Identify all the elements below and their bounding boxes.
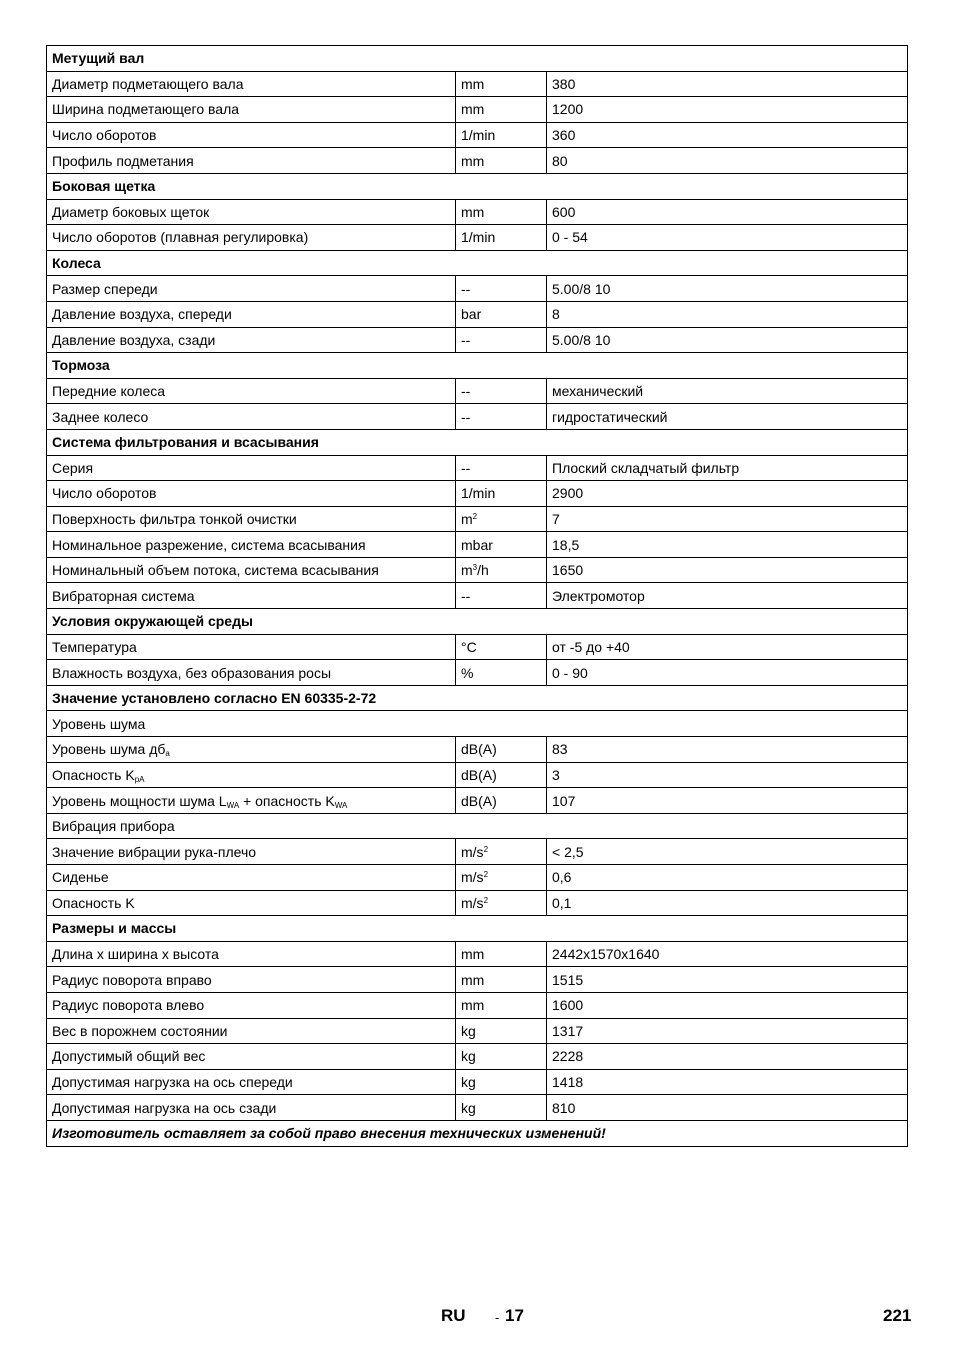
spec-label-cell — [47, 404, 456, 430]
spec-value-cell — [547, 788, 908, 814]
spec-value-cell — [547, 481, 908, 507]
spec-unit: -- — [461, 331, 471, 348]
spec-label: Длина x ширина x высота — [52, 946, 219, 963]
spec-label: Вес в порожнем состоянии — [52, 1022, 228, 1039]
spec-row — [47, 762, 908, 788]
spec-label-cell — [47, 788, 456, 814]
spec-unit-cell — [456, 941, 547, 967]
spec-unit-superscript: 2 — [472, 511, 478, 521]
spec-row — [47, 71, 908, 97]
spec-unit-cell — [456, 378, 547, 404]
spec-row — [47, 378, 908, 404]
spec-value: 0 - 54 — [552, 229, 588, 246]
spec-unit-cell — [456, 839, 547, 865]
spec-unit: % — [461, 664, 474, 681]
spec-value: 0,6 — [552, 869, 572, 886]
spec-value: 1515 — [552, 971, 584, 988]
spec-unit: mm — [461, 971, 485, 988]
subgroup-row — [47, 813, 908, 839]
footer-dash: - — [495, 1310, 500, 1325]
spec-label: Допустимый общий вес — [52, 1048, 206, 1065]
spec-value-cell — [547, 97, 908, 123]
spec-label: Число оборотов (плавная регулировка) — [52, 229, 309, 246]
spec-unit-cell — [456, 788, 547, 814]
spec-value-cell — [547, 839, 908, 865]
section-title: Условия окружающей среды — [47, 609, 908, 635]
spec-row — [47, 122, 908, 148]
spec-row — [47, 865, 908, 891]
section-header-row — [47, 353, 908, 379]
spec-value: 107 — [552, 792, 576, 809]
spec-unit-cell — [456, 199, 547, 225]
spec-value: механический — [552, 383, 644, 400]
spec-unit-superscript: 2 — [483, 870, 489, 880]
spec-unit-cell — [456, 557, 547, 583]
spec-label-cell — [47, 327, 456, 353]
spec-unit: dB(A) — [461, 766, 497, 783]
spec-label: Влажность воздуха, без образования росы — [52, 664, 332, 681]
section-title: Система фильтрования и всасывания — [47, 429, 908, 455]
spec-value-cell — [547, 1018, 908, 1044]
spec-value: Электромотор — [552, 587, 645, 604]
spec-unit-cell — [456, 737, 547, 763]
spec-label: Диаметр боковых щеток — [52, 203, 210, 220]
spec-label: Уровень шума дб — [52, 741, 166, 758]
spec-label-cell — [47, 71, 456, 97]
spec-unit: m — [461, 562, 473, 579]
disclaimer-text: Изготовитель оставляет за собой право внесения технических изменений! — [47, 1120, 908, 1146]
spec-label: Заднее колесо — [52, 408, 149, 425]
spec-row — [47, 1018, 908, 1044]
spec-label: Сиденье — [52, 869, 109, 886]
spec-label-subscript: WA — [334, 800, 348, 810]
spec-value: < 2,5 — [552, 843, 584, 860]
section-header-row — [47, 916, 908, 942]
spec-value: 810 — [552, 1099, 576, 1116]
spec-value-cell — [547, 122, 908, 148]
section-title: Тормоза — [47, 353, 908, 379]
section-title: Боковая щетка — [47, 173, 908, 199]
section-header-row — [47, 173, 908, 199]
spec-unit-cell — [456, 890, 547, 916]
spec-label: Ширина подметающего вала — [52, 101, 240, 118]
spec-label-subscript: WA — [226, 800, 240, 810]
spec-value: 1200 — [552, 101, 584, 118]
spec-unit: 1/min — [461, 229, 496, 246]
spec-value-cell — [547, 1069, 908, 1095]
spec-value-cell — [547, 967, 908, 993]
spec-table-body — [47, 46, 908, 1147]
spec-row — [47, 481, 908, 507]
spec-unit-cell — [456, 327, 547, 353]
spec-label: Давление воздуха, сзади — [52, 331, 216, 348]
spec-row — [47, 97, 908, 123]
spec-unit: mm — [461, 997, 485, 1014]
spec-label-cell — [47, 1095, 456, 1121]
spec-label-cell — [47, 634, 456, 660]
spec-value: от -5 до +40 — [552, 638, 630, 655]
spec-value-cell — [547, 276, 908, 302]
spec-unit: 1/min — [461, 485, 496, 502]
spec-value-cell — [547, 225, 908, 251]
spec-unit-cell — [456, 122, 547, 148]
spec-value: 360 — [552, 127, 576, 144]
spec-value-cell — [547, 71, 908, 97]
section-title: Колеса — [47, 250, 908, 276]
spec-table — [46, 45, 908, 1147]
footer-section-page: 17 — [505, 1306, 524, 1325]
spec-unit-cell — [456, 660, 547, 686]
spec-value-cell — [547, 583, 908, 609]
spec-row — [47, 148, 908, 174]
spec-row — [47, 532, 908, 558]
spec-value: 5.00/8 10 — [552, 331, 611, 348]
spec-value: 5.00/8 10 — [552, 280, 611, 297]
spec-unit-cell — [456, 583, 547, 609]
spec-row — [47, 1095, 908, 1121]
spec-row — [47, 992, 908, 1018]
spec-label-cell — [47, 301, 456, 327]
spec-label: Значение вибрации рука-плечо — [52, 843, 257, 860]
spec-unit-cell — [456, 506, 547, 532]
spec-unit-cell — [456, 225, 547, 251]
spec-unit: m/s — [461, 869, 484, 886]
spec-unit-cell — [456, 1018, 547, 1044]
subgroup-title: Уровень шума — [47, 711, 908, 737]
spec-unit: dB(A) — [461, 741, 497, 758]
spec-value: 7 — [552, 510, 560, 527]
spec-row — [47, 941, 908, 967]
spec-value-cell — [547, 378, 908, 404]
spec-unit-cell — [456, 97, 547, 123]
spec-label-cell — [47, 455, 456, 481]
spec-label-cell — [47, 890, 456, 916]
section-title: Размеры и массы — [47, 916, 908, 942]
spec-value: 380 — [552, 75, 576, 92]
spec-unit: m/s — [461, 843, 484, 860]
spec-unit-superscript: 2 — [483, 844, 489, 854]
footer-language: RU — [441, 1306, 466, 1325]
spec-unit: m/s — [461, 894, 484, 911]
spec-unit-suffix: /h — [477, 562, 489, 579]
spec-value-cell — [547, 1044, 908, 1070]
spec-label: Профиль подметания — [52, 152, 194, 169]
spec-row — [47, 276, 908, 302]
spec-unit: -- — [461, 459, 471, 476]
spec-label-cell — [47, 737, 456, 763]
spec-unit: kg — [461, 1074, 476, 1091]
spec-value-cell — [547, 762, 908, 788]
spec-unit-cell — [456, 301, 547, 327]
spec-label-cell — [47, 941, 456, 967]
spec-label-cell — [47, 762, 456, 788]
spec-label-cell — [47, 967, 456, 993]
spec-label: Поверхность фильтра тонкой очистки — [52, 510, 297, 527]
spec-row — [47, 660, 908, 686]
spec-row — [47, 301, 908, 327]
spec-label-cell — [47, 660, 456, 686]
spec-row — [47, 199, 908, 225]
spec-label-cell — [47, 992, 456, 1018]
spec-unit: kg — [461, 1099, 476, 1116]
spec-value-cell — [547, 199, 908, 225]
spec-value-cell — [547, 992, 908, 1018]
spec-label-subscript: pA — [134, 774, 145, 784]
spec-value: 2442x1570x1640 — [552, 946, 660, 963]
spec-value: 2900 — [552, 485, 584, 502]
subgroup-title: Вибрация прибора — [47, 813, 908, 839]
spec-label: Давление воздуха, спереди — [52, 306, 232, 323]
section-header-row — [47, 250, 908, 276]
spec-label-cell — [47, 1069, 456, 1095]
spec-unit-superscript: 3 — [472, 563, 478, 573]
spec-value: 0 - 90 — [552, 664, 588, 681]
spec-label: Размер спереди — [52, 280, 158, 297]
spec-value: 0,1 — [552, 894, 572, 911]
spec-unit-cell — [456, 455, 547, 481]
spec-unit: -- — [461, 408, 471, 425]
spec-row — [47, 557, 908, 583]
spec-unit: -- — [461, 280, 471, 297]
spec-row — [47, 506, 908, 532]
spec-value: Плоский складчатый фильтр — [552, 459, 740, 476]
spec-label: Диаметр подметающего вала — [52, 75, 244, 92]
spec-unit-cell — [456, 992, 547, 1018]
spec-row — [47, 583, 908, 609]
spec-unit: mm — [461, 152, 485, 169]
spec-value-cell — [547, 327, 908, 353]
spec-value: 1418 — [552, 1074, 584, 1091]
spec-row — [47, 737, 908, 763]
spec-label-cell — [47, 199, 456, 225]
spec-label: Серия — [52, 459, 94, 476]
spec-unit-cell — [456, 276, 547, 302]
spec-unit: °C — [461, 638, 477, 655]
spec-unit-cell — [456, 762, 547, 788]
spec-unit-cell — [456, 967, 547, 993]
spec-value: 18,5 — [552, 536, 580, 553]
section-header-row — [47, 46, 908, 72]
spec-unit: dB(A) — [461, 792, 497, 809]
spec-unit-cell — [456, 532, 547, 558]
spec-value: 1650 — [552, 562, 584, 579]
spec-label-cell — [47, 839, 456, 865]
spec-label-continuation: + опасность K — [239, 792, 335, 809]
spec-label-cell — [47, 532, 456, 558]
spec-label-cell — [47, 557, 456, 583]
spec-row — [47, 967, 908, 993]
spec-label-cell — [47, 481, 456, 507]
spec-value-cell — [547, 455, 908, 481]
spec-value-cell — [547, 737, 908, 763]
spec-unit: -- — [461, 383, 471, 400]
spec-label: Число оборотов — [52, 127, 157, 144]
spec-value: 600 — [552, 203, 576, 220]
spec-unit: mbar — [461, 536, 493, 553]
spec-unit-cell — [456, 1095, 547, 1121]
spec-row — [47, 404, 908, 430]
spec-label-cell — [47, 506, 456, 532]
spec-unit-cell — [456, 71, 547, 97]
spec-unit-cell — [456, 148, 547, 174]
spec-label: Передние колеса — [52, 383, 166, 400]
spec-label: Допустимая нагрузка на ось спереди — [52, 1074, 293, 1091]
spec-label: Номинальный объем потока, система всасывания — [52, 562, 379, 579]
spec-unit: mm — [461, 203, 485, 220]
spec-value-cell — [547, 557, 908, 583]
section-header-row — [47, 685, 908, 711]
spec-label: Температура — [52, 638, 137, 655]
spec-label: Номинальное разрежение, система всасывания — [52, 536, 366, 553]
spec-unit: bar — [461, 306, 482, 323]
spec-value: 3 — [552, 766, 560, 783]
spec-value-cell — [547, 148, 908, 174]
spec-value-cell — [547, 506, 908, 532]
spec-unit: kg — [461, 1048, 476, 1065]
spec-label-cell — [47, 1044, 456, 1070]
spec-label-cell — [47, 583, 456, 609]
spec-value-cell — [547, 301, 908, 327]
spec-label-cell — [47, 865, 456, 891]
spec-label-cell — [47, 97, 456, 123]
spec-label-subscript: a — [165, 749, 170, 759]
spec-value-cell — [547, 404, 908, 430]
spec-label: Число оборотов — [52, 485, 157, 502]
subgroup-row — [47, 711, 908, 737]
section-title: Значение установлено согласно EN 60335-2-72 — [47, 685, 908, 711]
spec-unit: -- — [461, 587, 471, 604]
spec-label: Опасность K — [52, 766, 135, 783]
spec-unit: mm — [461, 75, 485, 92]
spec-value-cell — [547, 865, 908, 891]
spec-value: 2228 — [552, 1048, 584, 1065]
spec-value-cell — [547, 890, 908, 916]
spec-label: Радиус поворота влево — [52, 997, 205, 1014]
spec-unit: 1/min — [461, 127, 496, 144]
spec-label-cell — [47, 225, 456, 251]
spec-value: 8 — [552, 306, 560, 323]
spec-unit-cell — [456, 481, 547, 507]
spec-value-cell — [547, 660, 908, 686]
spec-row — [47, 890, 908, 916]
spec-label-cell — [47, 148, 456, 174]
spec-row — [47, 225, 908, 251]
spec-unit: mm — [461, 101, 485, 118]
spec-unit-cell — [456, 865, 547, 891]
spec-label: Уровень мощности шума L — [52, 792, 227, 809]
spec-row — [47, 327, 908, 353]
section-title: Метущий вал — [47, 46, 908, 72]
section-header-row — [47, 429, 908, 455]
spec-row — [47, 839, 908, 865]
spec-value-cell — [547, 1095, 908, 1121]
spec-row — [47, 788, 908, 814]
spec-value-cell — [547, 941, 908, 967]
spec-value: 83 — [552, 741, 568, 758]
spec-unit-cell — [456, 1069, 547, 1095]
spec-value: 80 — [552, 152, 568, 169]
spec-value-cell — [547, 532, 908, 558]
section-header-row — [47, 609, 908, 635]
spec-value-cell — [547, 634, 908, 660]
spec-label: Радиус поворота вправо — [52, 971, 212, 988]
spec-row — [47, 1069, 908, 1095]
spec-unit: mm — [461, 946, 485, 963]
spec-label: Допустимая нагрузка на ось сзади — [52, 1099, 277, 1116]
spec-label-cell — [47, 1018, 456, 1044]
spec-label-cell — [47, 122, 456, 148]
spec-unit: kg — [461, 1022, 476, 1039]
spec-row — [47, 1044, 908, 1070]
spec-value: 1600 — [552, 997, 584, 1014]
spec-label-cell — [47, 276, 456, 302]
spec-row — [47, 455, 908, 481]
spec-value: 1317 — [552, 1022, 584, 1039]
note-row — [47, 1120, 908, 1146]
spec-label: Вибраторная система — [52, 587, 195, 604]
footer-page-number: 221 — [883, 1306, 912, 1325]
spec-unit: m — [461, 510, 473, 527]
spec-label: Опасность K — [52, 894, 135, 911]
spec-unit-superscript: 2 — [483, 895, 489, 905]
spec-unit-cell — [456, 404, 547, 430]
spec-unit-cell — [456, 1044, 547, 1070]
spec-unit-cell — [456, 634, 547, 660]
spec-value: гидростатический — [552, 408, 668, 425]
spec-label-cell — [47, 378, 456, 404]
spec-row — [47, 634, 908, 660]
